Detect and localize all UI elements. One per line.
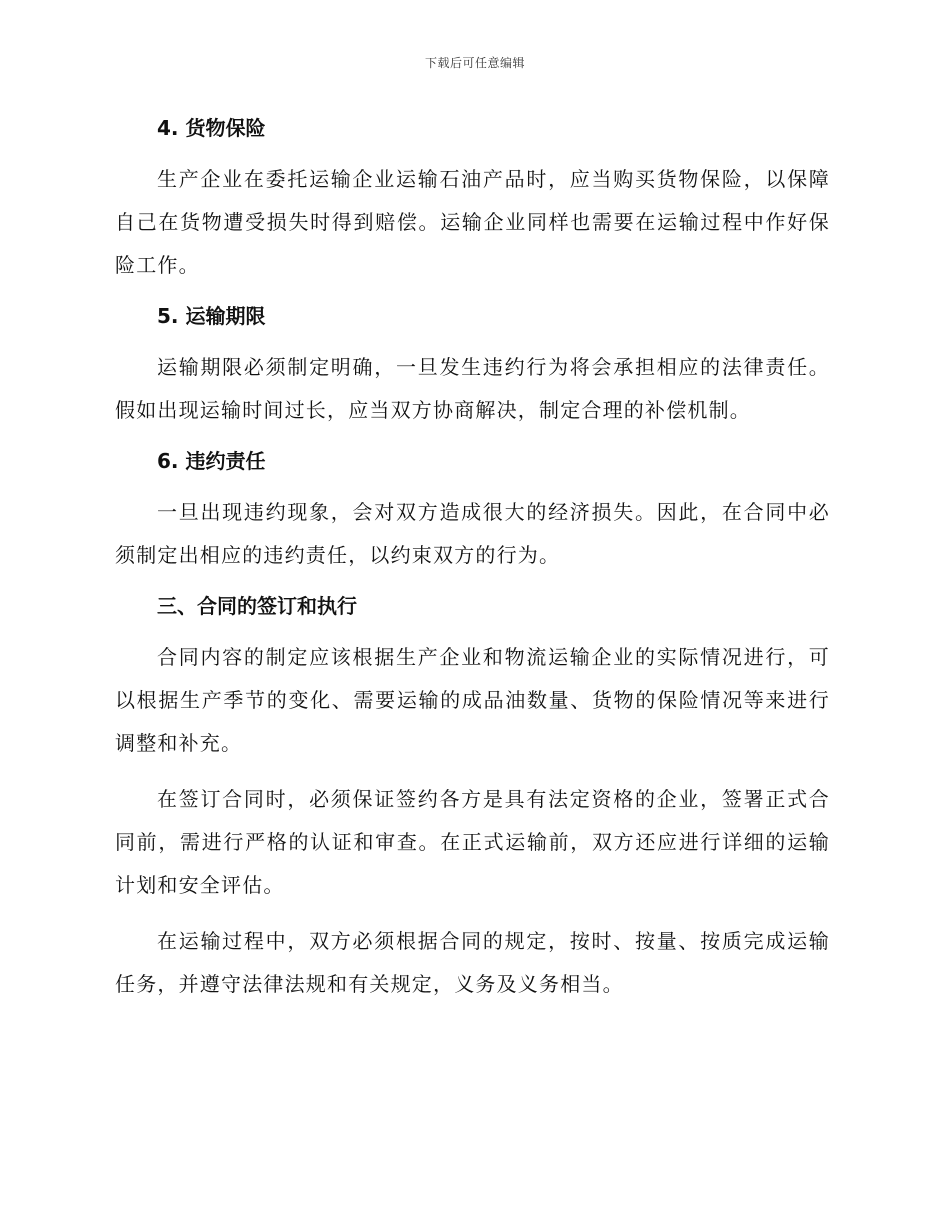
document-body [115,112,830,1006]
paragraph-cargo-insurance: 生产企业在委托运输企业运输石油产品时，应当购买货物保险，以保障自己在货物遭受损失时得到赔偿。运输企业同样也需要在运输过程中作好保险工作。 [115,167,830,277]
paragraph-contract-content: 合同内容的制定应该根据生产企业和物流运输企业的实际情况进行，可以根据生产季节的变化、需要运输的成品油数量、货物的保险情况等来进行调整和补充。 [115,645,830,755]
paragraph-contract-execution: 在运输过程中，双方必须根据合同的规定，按时、按量、按质完成运输任务，并遵守法律法规和有关规定，义务及义务相当。 [115,929,830,996]
page-header-note: 下载后可任意编辑 [424,56,525,70]
section-heading-transport-period: 5. 运输期限 [157,304,266,328]
section-heading-cargo-insurance: 4. 货物保险 [157,116,266,140]
paragraph-contract-signing: 在签订合同时，必须保证签约各方是具有法定资格的企业，签署正式合同前，需进行严格的认证和审查。在正式运输前，双方还应进行详细的运输计划和安全评估。 [115,787,830,897]
section-heading-contract-signing: 三、合同的签订和执行 [157,594,357,618]
paragraph-transport-period: 运输期限必须制定明确，一旦发生违约行为将会承担相应的法律责任。假如出现运输时间过长，应当双方协商解决，制定合理的补偿机制。 [115,355,830,422]
paragraph-breach-liability: 一旦出现违约现象，会对双方造成很大的经济损失。因此，在合同中必须制定出相应的违约责任，以约束双方的行为。 [115,500,830,567]
section-heading-breach-liability: 6. 违约责任 [157,449,266,473]
